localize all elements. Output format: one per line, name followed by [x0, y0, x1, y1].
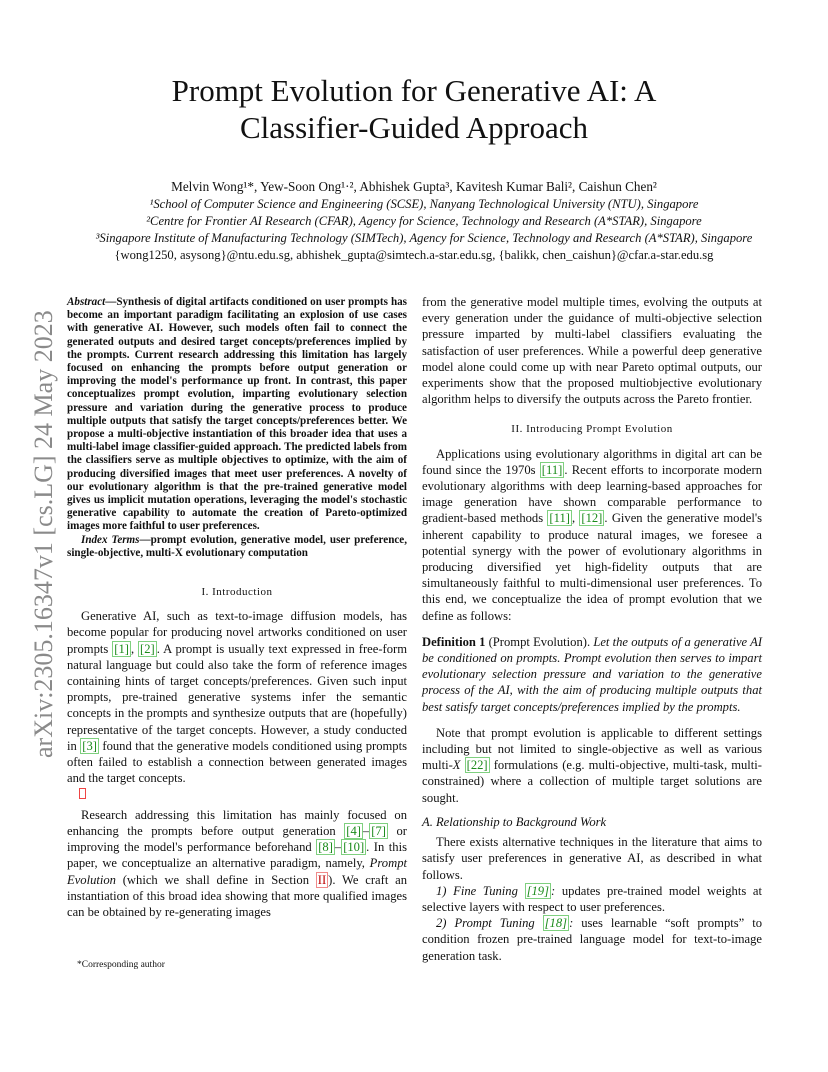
definition-name: (Prompt Evolution).: [485, 634, 591, 649]
citation-link[interactable]: [2]: [140, 641, 155, 656]
list-item-prompt-tuning: 2) Prompt Tuning [18] : uses learnable “soft prompts” to condition frozen pre-trained language model for text-to-image generation task.: [422, 916, 762, 963]
intro-p2-text-b: or improving the model's performance beforehand: [67, 823, 408, 855]
citation-link[interactable]: [19]: [526, 883, 549, 898]
intro-p2-text-c: . In this paper, we conceptualize an alternative paradigm, namely,: [67, 840, 407, 871]
intro-p1-text-c: found that the generative models conditioned using prompts often failed to establish a connection between generated images and the target concepts.: [67, 738, 407, 786]
citation-link[interactable]: [1]: [114, 641, 129, 656]
citation-link[interactable]: [22]: [466, 758, 488, 773]
intro-paragraph-2: Research addressing this limitation has mainly focused on enhancing the prompts before output generation [4] – [7] or improving the model's performance beforehand [8] – [10] . In this paper, we conceptualize an alternative paradigm, namely, Prompt Evolution (which we shall define in Section II ). We craft an instantiation of this broad idea showing that more qualified images can be obtained by re-generating images: [67, 807, 408, 919]
arxiv-stamp-text: arXiv:2305.16347v1 [cs.LG] 24 May 2023: [29, 310, 58, 758]
index-terms-label: Index Terms: [81, 533, 140, 546]
left-column: [67, 296, 407, 920]
definition-1: [422, 634, 762, 715]
arxiv-stamp: [14, 276, 62, 760]
index-terms: [67, 534, 407, 560]
author-list: Melvin Wong¹*, Yew-Soon Ong¹·², Abhishek Gupta³, Kavitesh Kumar Bali², Caishun Chen²: [171, 179, 657, 194]
citation-link[interactable]: [4]: [346, 823, 361, 838]
affiliation-1: ¹School of Computer Science and Engineering (SCSE), Nanyang Technological University (NTU), Singapore: [149, 197, 699, 211]
affiliation-3: ³Singapore Institute of Manufacturing Technology (SIMTech), Agency for Science, Technology and Research (A*STAR), Singapore: [95, 231, 753, 245]
citation-link[interactable]: [10]: [343, 840, 365, 855]
list-item-2-text: uses learnable “soft prompts” to condition frozen pre-trained language model for text-to-image generation task.: [422, 916, 762, 963]
section-ref-link[interactable]: II: [317, 872, 327, 887]
affiliation-2: ²Centre for Frontier AI Research (CFAR), Agency for Science, Technology and Research (A*STAR), Singapore: [146, 214, 702, 228]
author-emails: {wong1250, asysong}@ntu.edu.sg, abhishek_gupta@simtech.a-star.edu.sg, {balikk, chen_caishun}@cfar.a-star.edu.sg: [114, 248, 714, 262]
citation-link[interactable]: [12]: [581, 511, 603, 526]
sec2-p2-text-a: Note that prompt evolution is applicable to different settings including but not limited to single-objective as well as various multi-: [422, 725, 762, 773]
section-1-heading: I. Introduction: [201, 586, 273, 599]
right-column: [422, 294, 762, 964]
abstract-label: Abstract: [67, 296, 106, 308]
sec2-p1-text-b: . Recent efforts to incorporate modern evolutionary algorithms with deep learning-based approaches for image generation have shown comparable performance to gradient-based methods: [422, 462, 762, 526]
title-line-1: Prompt Evolution for Generative AI: A: [171, 73, 657, 108]
footnote-marker-link[interactable]: [79, 788, 86, 799]
title-line-2: Classifier-Guided Approach: [239, 110, 589, 145]
intro-p1-text-b: . A prompt is usually text expressed in free-form natural language but could also take the form of reference images containing hints of target concepts/preferences. Given such input prompts, pre-trained generative systems infer the semantic concepts in the prompts and synthesize outputs that are (hopefully) representative of the target concepts. However, a study conducted in: [67, 641, 407, 753]
abstract-text: —Synthesis of digital artifacts conditioned on user prompts has become an important paradigm facilitating an explosion of use cases with generative AI. However, such models often fail to connect the generated outputs and desired target concepts/preferences implied by the prompts. Current research addressing this limitation has largely focused on enhancing the prompts before output generation or improving the model's performance up front. In contrast, this paper conceptualizes prompt evolution, imparting evolutionary selection pressure and variation during the generative process to produce multiple outputs that satisfy the target concepts/preferences better. We propose a multi-objective instantiation of this broader idea that uses a multi-label image classifier-guided approach. The predicted labels from the classifiers serve as multiple objectives to optimize, with the aim of producing diversified images that meet user preferences. A novelty of our evolutionary algorithm is that the pre-trained generative model gives us implicit mutation operations, leveraging the model's stochastic generative capability to automate the creation of Pareto-optimized images more faithful to user preferences.: [67, 296, 407, 533]
right-paragraph-1: from the generative model multiple times, evolving the outputs at every generation under the guidance of multi-objective selection pressure imparted by multi-label classifiers evaluating the satisfaction of user preferences. While a powerful deep generative model alone could come up with near Pareto optimal outputs, our experiments show that the proposed multiobjective evolutionary algorithm helps to diversify the outputs across the Pareto frontier.: [422, 295, 762, 407]
list-item-1-text: updates pre-trained model weights at selective layers with respect to user preferences.: [422, 883, 762, 914]
sec2-p2-x: X: [452, 758, 461, 773]
list-item-fine-tuning: 1) Fine Tuning [19] : updates pre-trained model weights at selective layers with respect to user preferences.: [422, 883, 762, 914]
sec2-p1-text-a: Applications using evolutionary algorithms in digital art can be found since the 1970s: [422, 446, 762, 477]
intro-p2-text-a: Research addressing this limitation has mainly focused on enhancing the prompts before output generation: [67, 807, 407, 838]
list-item-1-label: 1) Fine Tuning: [436, 883, 525, 898]
definition-label: Definition 1: [422, 634, 486, 649]
citation-link[interactable]: [18]: [544, 916, 568, 931]
definition-text: Let the outputs of a generative AI be conditioned on prompts. Prompt evolution then serves to impart evolutionary selection pressure and variation to the generative process of the AI, with the aim of producing multiple outputs that best satisfy target concepts/preferences implied by the prompts.: [422, 634, 763, 714]
intro-p2-text-d: (which we shall define in Section: [115, 872, 316, 887]
subsection-a-heading: A. Relationship to Background Work: [422, 814, 607, 829]
sec2-p2-text-b: formulations (e.g. multi-objective, multi-task, multi-constrained) where a collection of multiple target solutions are sought.: [422, 758, 762, 805]
citation-link[interactable]: [3]: [82, 738, 97, 753]
paper-title: [60, 72, 768, 146]
citation-link[interactable]: [11]: [541, 462, 563, 477]
subsection-a-paragraph: There exists alternative techniques in the literature that aims to satisfy user preferences in generative AI, as described in what follows.: [422, 835, 762, 882]
sec2-p1-text-c: . Given the generative model's inherent capability to produce natural images, we foresee a potential synergy with the power of evolutionary algorithms in producing diversified yet high-fidelity outputs that are simultaneously faithful to multi-dimensional user preferences. To this end, we conceptualize the idea of prompt evolution that we define as follows:: [422, 511, 762, 623]
intro-p2-text-e: ). We craft an instantiation of this broad idea showing that more qualified images can be obtained by re-generating images: [67, 872, 407, 919]
footnote: *Corresponding author: [77, 960, 165, 970]
section-2-paragraph-1: Applications using evolutionary algorithms in digital art can be found since the 1970s [11] . Recent efforts to incorporate modern evolutionary algorithms with deep learning-based approaches for image generation have shown comparable performance to gradient-based methods [11] , [12] . Given the generative model's inherent capability to produce natural images, we foresee a potential synergy with the power of evolutionary algorithms in producing diversified yet high-fidelity outputs that are simultaneously faithful to multi-dimensional user preferences. To this end, we conceptualize the idea of prompt evolution that we define as follows:: [422, 446, 762, 623]
section-2-heading: II. Introducing Prompt Evolution: [511, 423, 673, 436]
abstract: [67, 296, 407, 534]
intro-p1-text-a: Generative AI, such as text-to-image diffusion models, has become popular for producing novel artworks conditioned on user prompts: [67, 609, 407, 656]
intro-p2-emphasis: Prompt Evolution: [67, 856, 407, 887]
intro-paragraph-1: Generative AI, such as text-to-image diffusion models, has become popular for producing novel artworks conditioned on user prompts [1] , [2] . A prompt is usually text expressed in free-form natural language but could also take the form of reference images containing hints of target concepts/preferences. Given such input prompts, pre-trained generative systems infer the semantic concepts in the prompts and synthesize outputs that are (hopefully) representative of the target concepts. However, a study conducted in [3] found that the generative models conditioned using prompts often failed to establish a connection between generated images and the target concepts.: [67, 608, 407, 802]
citation-link[interactable]: [8]: [318, 840, 333, 855]
citation-link[interactable]: [11]: [549, 511, 570, 526]
section-2-paragraph-2: [422, 725, 762, 806]
list-item-2-label: 2) Prompt Tuning: [436, 916, 543, 931]
index-terms-text: —prompt evolution, generative model, user preference, single-objective, multi-X evolutionary computation: [67, 533, 407, 559]
citation-link[interactable]: [7]: [371, 823, 386, 838]
